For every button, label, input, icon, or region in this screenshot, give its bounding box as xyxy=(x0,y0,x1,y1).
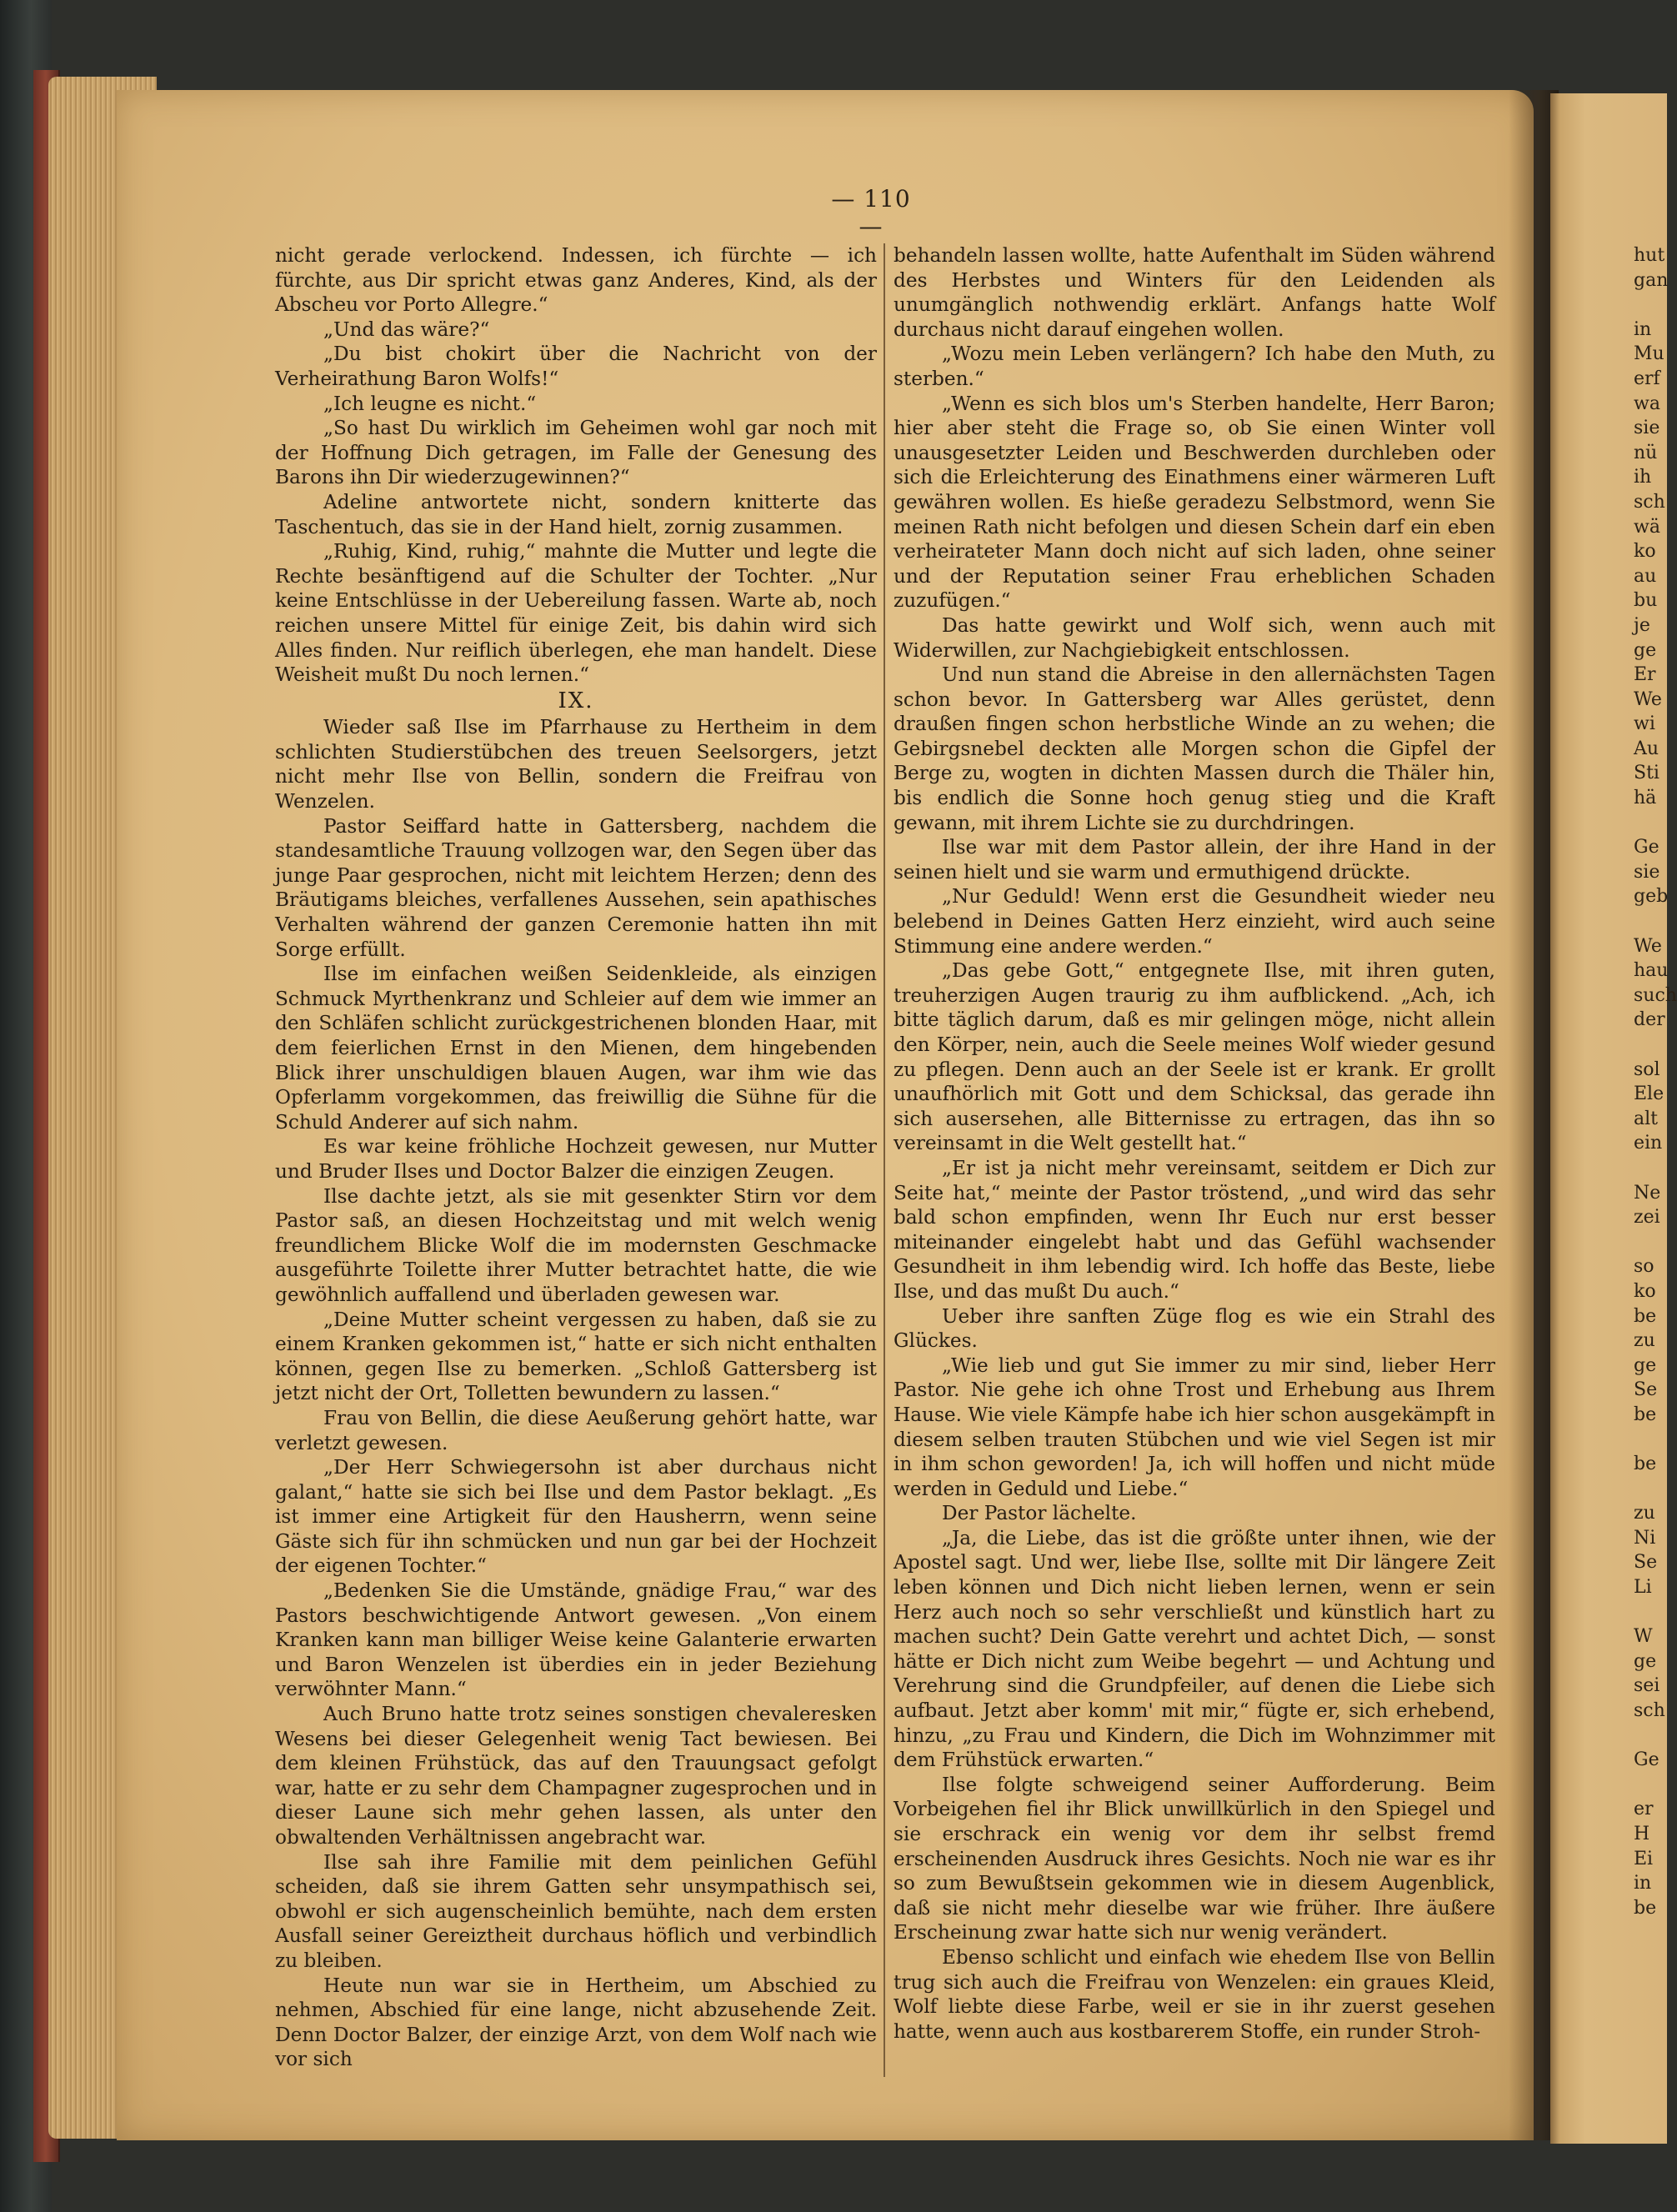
paragraph: Der Pastor lächelte. xyxy=(942,1502,1137,1525)
fragment-line: be xyxy=(1634,1404,1657,1425)
fragment-line: sch xyxy=(1634,1700,1665,1722)
fragment-line: Ge xyxy=(1634,837,1659,858)
paragraph: „So hast Du wirklich im Geheimen wohl gar noch mit der Hoffnung Dich getragen, im Falle der Genesung des Barons ihn Dir wiederzugewinnen?“ xyxy=(275,417,877,489)
fragment-line: hä xyxy=(1634,788,1657,809)
fragment-line: so xyxy=(1634,1256,1654,1278)
fragment-line xyxy=(1634,1428,1667,1453)
paragraph: Ilse war mit dem Pastor allein, der ihre Hand in der seinen hielt und sie warm und ermuthigend drückte. xyxy=(894,836,1495,883)
chapter-heading: IX. xyxy=(558,688,594,713)
fragment-line: Ele xyxy=(1634,1083,1664,1105)
paragraph: „Der Herr Schwiegersohn ist aber durchaus nicht galant,“ hatte sie sich bei Ilse und dem Pastor beklagt. „Es ist immer eine Artigkeit für den Hausherrn, wenn seine Gäste sich für ihn schmücken und nun gar bei der Hochzeit der eigenen Tochter.“ xyxy=(275,1456,877,1578)
fragment-line: nü xyxy=(1634,442,1658,463)
fragment-line: sch xyxy=(1634,491,1665,513)
fragment-line xyxy=(1634,293,1667,318)
next-page-fragments xyxy=(1634,243,1677,1920)
fragment-line: such xyxy=(1634,984,1677,1006)
paragraph: Ilse folgte schweigend seiner Aufforderung. Beim Vorbeigehen fiel ihr Blick unwillkürlich in den Spiegel und sie erschrack ein wenig vor dem ihr selbst fremd erscheinenden Ausdruck ihres Gesichts. Noch nie war es ihr so zum Bewußtsein gekommen wie in diesem Augenblick, daß sie nicht mehr dieselbe war wie früher. Ihre äußere Erscheinung zwar hatte sich nur wenig verändert. xyxy=(894,1773,1495,1944)
fragment-line: Er xyxy=(1634,664,1656,686)
paragraph: „Er ist ja nicht mehr vereinsamt, seitdem er Dich zur Seite hat,“ meinte der Pastor tröstend, „und wird das sehr bald schon empfinden, wenn Ihr Euch nur erst besser miteinander eingelebt habt und das Gefühl wachsender Gesundheit in ihm lebendig wird. Ich hoffe das Beste, liebe Ilse, und das mußt Du auch.“ xyxy=(894,1156,1495,1303)
left-column-after-heading xyxy=(275,715,877,2072)
paragraph: Auch Bruno hatte trotz seines sonstigen chevaleresken Wesens bei dieser Gelegenheit wenig Tact bewiesen. Bei dem kleinen Frühstück, das auf den Trauungsact gefolgt war, hatte er zu sehr dem Champagner zugesprochen und in dieser Laune sich mehr gehen lassen, als unter den obwaltenden Verhältnissen angebracht war. xyxy=(275,1703,877,1849)
fragment-line: sei xyxy=(1634,1675,1660,1697)
fragment-line xyxy=(1634,1600,1667,1625)
paragraph: Das hatte gewirkt und Wolf sich, wenn auch mit Widerwillen, zur Nachgiebigkeit entschlossen. xyxy=(894,613,1495,662)
right-column xyxy=(894,243,1495,2044)
fragment-line: sie xyxy=(1634,418,1660,439)
paragraph: „Deine Mutter scheint vergessen zu haben, daß sie zu einem Kranken gekommen ist,“ hatte er sich nicht enthalten können, gegen Ilse zu bemerken. „Schloß Gattersberg ist jetzt nicht der Ort, Tolletten bewundern zu lassen.“ xyxy=(275,1308,877,1405)
fragment-line: zei xyxy=(1634,1207,1660,1229)
fragment-line: H xyxy=(1634,1824,1650,1844)
fragment-line: be xyxy=(1634,1897,1657,1919)
fragment-line: Ei xyxy=(1634,1848,1654,1869)
paragraph: nicht gerade verlockend. Indessen, ich fürchte — ich fürchte, aus Dir spricht etwas ganz Anderes, Kind, als der Abscheu vor Porto Allegre.“ xyxy=(275,244,877,317)
fragment-line: be xyxy=(1634,1454,1657,1475)
fragment-line: Ni xyxy=(1634,1527,1656,1549)
page-number: — 110 — xyxy=(831,185,911,240)
fragment-line: Ge xyxy=(1634,1749,1659,1771)
fragment-line xyxy=(1634,811,1667,836)
paragraph: „Wozu mein Leben verlängern? Ich habe den Muth, zu sterben.“ xyxy=(894,343,1495,390)
fragment-line xyxy=(1634,1156,1667,1181)
fragment-line: We xyxy=(1634,688,1662,710)
fragment-line: wa xyxy=(1634,393,1660,414)
fragment-line: er xyxy=(1634,1799,1654,1820)
fragment-line: je xyxy=(1634,614,1650,636)
paragraph: „Das gebe Gott,“ entgegnete Ilse, mit ihren guten, treuherzigen Augen traurig zu ihm aufblickend. „Ach, ich bitte täglich darum, daß es mir gelingen möge, nicht allein den Körper, nein, auch die Seele meines Wolf wieder gesund zu pflegen. Denn auch an der Seele ist er krank. Er grollt unaufhörlich mit Gott und dem Schicksal, das gerade ihn sich ausersehen, alle Bitternisse zu ertragen, das ihn so vereinsamt in die Welt gestellt hat.“ xyxy=(894,959,1495,1155)
left-column-before-heading xyxy=(275,243,877,688)
paragraph: Adeline antwortete nicht, sondern knitterte das Taschentuch, das sie in der Hand hielt, zornig zusammen. xyxy=(275,490,877,538)
fragment-line: Ne xyxy=(1634,1182,1661,1204)
fragment-line: hut xyxy=(1634,245,1665,266)
fragment-line: hau xyxy=(1634,960,1669,982)
fragment-line: Se xyxy=(1634,1552,1658,1574)
paragraph: Und nun stand die Abreise in den allernächsten Tagen schon bevor. In Gattersberg war Alles gerüstet, denn draußen fingen schon herbstliche Winde an zu wehen; die Gebirgsnebel deckten alle Morgen schon die Gipfel der Berge zu, wogten in dichten Massen durch die Thäler hin, bis endlich die Sonne hoch genug stieg und die Kraft gewann, mit ihrem Lichte sie zu durchdringen. xyxy=(894,663,1495,834)
paragraph: Ueber ihre sanften Züge flog es wie ein Strahl des Glückes. xyxy=(894,1304,1495,1353)
paragraph: Ilse im einfachen weißen Seidenkleide, als einzigen Schmuck Myrthenkranz und Schleier auf dem wie immer an den Schläfen schlicht zurückgestrichenen blonden Haar, mit dem feierlichen Ernst in den Mienen, dem hingebenden Blick ihrer unschuldigen blauen Augen, war ihm wie das Opferlamm vorgekommen, das freiwillig die Sühne für die Schuld Anderer auf sich nahm. xyxy=(275,963,877,1134)
column-divider xyxy=(884,243,885,2077)
fragment-line: zu xyxy=(1634,1503,1655,1524)
fragment-line: We xyxy=(1634,935,1662,957)
fragment-line: bu xyxy=(1634,590,1658,612)
paragraph: Es war keine fröhliche Hochzeit gewesen, nur Mutter und Bruder Ilses und Doctor Balzer die einzigen Zeugen. xyxy=(275,1135,877,1183)
paragraph: „Bedenken Sie die Umstände, gnädige Frau,“ war des Pastors beschwichtigende Antwort gewesen. „Von einem Kranken kann man billiger Weise keine Galanterie erwarten und Baron Wenzelen ist überdies ein in jeder Beziehung verwöhnter Mann.“ xyxy=(275,1579,877,1701)
fragment-line: ge xyxy=(1634,1650,1657,1672)
paragraph: Heute nun war sie in Hertheim, um Abschied zu nehmen, Abschied für eine lange, nicht abzusehende Zeit. Denn Doctor Balzer, der einzige Arzt, von dem Wolf nach wie vor sich xyxy=(275,1974,877,2071)
fragment-line: ge xyxy=(1634,639,1657,661)
fragment-line: Li xyxy=(1634,1577,1652,1599)
fragment-line xyxy=(1634,1724,1667,1749)
fragment-line xyxy=(1634,1230,1667,1255)
fragment-line: ko xyxy=(1634,1280,1656,1302)
fragment-line: Au xyxy=(1634,738,1659,759)
fragment-line: ih xyxy=(1634,467,1652,488)
paragraph: Ebenso schlicht und einfach wie ehedem Ilse von Bellin trug sich auch die Freifrau von Wenzelen: ein graues Kleid, Wolf liebte diese Farbe, weil er sie in ihr zuerst gesehen hatte, wenn auch aus kostbarerem Stoffe, ein runder Stroh- xyxy=(894,1945,1495,2043)
fragment-line: sie xyxy=(1634,861,1660,883)
fragment-line: wi xyxy=(1634,713,1655,735)
paragraph: „Wenn es sich blos um's Sterben handelte, Herr Baron; hier aber steht die Frage so, ob Sie einen Winter voll unausgesetzter Leiden und Beschwerden durchleben oder sich die Erleichterung des Einathmens einer wärmeren Luft gewähren wollen. Es hieße geradezu Selbstmord, wenn Sie meinen Rath nicht befolgen und diesen Schein darf ein eben verheirateter Mann doch nicht auf sich laden, ohne seiner und der Reputation seiner Frau erheblichen Schaden zuzufügen.“ xyxy=(894,392,1495,613)
fragment-line: zu xyxy=(1634,1330,1655,1352)
paragraph: Ilse sah ihre Familie mit dem peinlichen Gefühl scheiden, daß sie ihrem Gatten sehr unsympathisch sei, obwohl er sich augenscheinlich bemühte, nach dem ersten Ausfall seiner Gereiztheit durchaus höflich und verbindlich zu bleiben. xyxy=(275,1850,877,1972)
fragment-line: geb xyxy=(1634,886,1669,908)
paragraph: Ilse dachte jetzt, als sie mit gesenkter Stirn vor dem Pastor saß, an diesen Hochzeitstag und mit welch wenig freundlichem Blicke Wolf die im modernsten Geschmacke ausgeführte Toilette ihrer Mutter betrachtet hatte, die wie gewöhnlich auffallend und überladen gewesen war. xyxy=(275,1184,877,1306)
fragment-line: ge xyxy=(1634,1354,1657,1376)
paragraph: Wieder saß Ilse im Pfarrhause zu Hertheim in dem schlichten Studierstübchen des treuen Seelsorgers, jetzt nicht mehr Ilse von Bellin, sondern die Freifrau von Wenzelen. xyxy=(275,716,877,813)
fragment-line xyxy=(1634,909,1667,934)
fragment-line: sol xyxy=(1634,1058,1660,1080)
fragment-line xyxy=(1634,1033,1667,1058)
paragraph: „Und das wäre?“ xyxy=(323,318,490,341)
paragraph: behandeln lassen wollte, hatte Aufenthalt im Süden während des Herbstes und Winters für den Leidenden als unumgänglich nothwendig erklärt. Anfangs hatte Wolf durchaus nicht darauf eingehen wollen. xyxy=(894,244,1495,341)
fragment-line xyxy=(1634,1773,1667,1798)
fragment-line: W xyxy=(1634,1626,1653,1648)
fragment-line: be xyxy=(1634,1305,1657,1327)
fragment-line: gan xyxy=(1634,269,1669,291)
fragment-line: ko xyxy=(1634,541,1656,563)
fragment-line: ein xyxy=(1634,1133,1663,1154)
paragraph: „Ruhig, Kind, ruhig,“ mahnte die Mutter und legte die Rechte besänftigend auf die Schulter der Tochter. „Nur keine Entschlüsse in der Uebereilung fassen. Warte ab, noch reichen unsere Mittel für einige Zeit, bis dahin wird sich Alles finden. Nur reiflich überlegen, ehe man handelt. Diese Weisheit mußt Du noch lernen.“ xyxy=(275,540,877,687)
fragment-line: Sti xyxy=(1634,763,1659,784)
paragraph: „Ja, die Liebe, das ist die größte unter ihnen, wie der Apostel sagt. Und wer, liebe Ilse, sollte mit Dir längere Zeit leben können und Dich nicht lieben lernen, wenn er sein Herz auch noch so sehr verschließt und künstlich hart zu machen sucht? Dein Gatte verehrt und achtet Dich, — sonst hätte er Dich nicht zum Weibe begehrt — und Achtung und Verehrung sind die Grundpfeiler, auf denen die Liebe sich aufbaut. Jetzt aber komm' mit mir,“ fügte er, sich erhebend, hinzu, „zu Frau und Kindern, die Dich im Wohnzimmer mit dem Frühstück erwarten.“ xyxy=(894,1526,1495,1772)
fragment-line: erf xyxy=(1634,368,1660,389)
paragraph: „Ich leugne es nicht.“ xyxy=(323,392,537,415)
paragraph: Pastor Seiffard hatte in Gattersberg, nachdem die standesamtliche Trauung vollzogen war, den Segen über das junge Paar gesprochen, nicht mit leichtem Herzen; denn des Bräutigams bleiches, verfallenes Aussehen, sein apathisches Verhalten während der ganzen Ceremonie hatten ihn mit Sorge erfüllt. xyxy=(275,814,877,961)
right-column-paragraphs xyxy=(894,243,1495,2044)
fragment-line xyxy=(1634,1477,1667,1502)
fragment-line: in xyxy=(1634,318,1652,340)
fragment-line: Se xyxy=(1634,1379,1658,1401)
paragraph: „Wie lieb und gut Sie immer zu mir sind, lieber Herr Pastor. Nie gehe ich ohne Trost und Erhebung aus Ihrem Hause. Wie viele Kämpfe habe ich hier schon ausgekämpft in diesem selben trauten Stübchen und wie viel Segen ist mir in ihm schon geworden! Ja, ich will hoffen und nicht müde werden in Geduld und Liebe.“ xyxy=(894,1354,1495,1500)
fragment-line: in xyxy=(1634,1873,1652,1894)
fragment-line: der xyxy=(1634,1009,1665,1031)
fragment-line: au xyxy=(1634,565,1657,587)
fragment-line: alt xyxy=(1634,1108,1658,1129)
paragraph: „Du bist chokirt über die Nachricht von der Verheirathung Baron Wolfs!“ xyxy=(275,343,877,390)
paragraph: „Nur Geduld! Wenn erst die Gesundheit wieder neu belebend in Deines Gatten Herz einzieht, wird auch seine Stimmung eine andere werden.“ xyxy=(894,885,1495,958)
left-column xyxy=(275,243,877,2072)
fragment-line: wä xyxy=(1634,516,1660,538)
fragment-line: Mu xyxy=(1634,343,1664,365)
paragraph: Frau von Bellin, die diese Aeußerung gehört hatte, war verletzt gewesen. xyxy=(275,1406,877,1454)
